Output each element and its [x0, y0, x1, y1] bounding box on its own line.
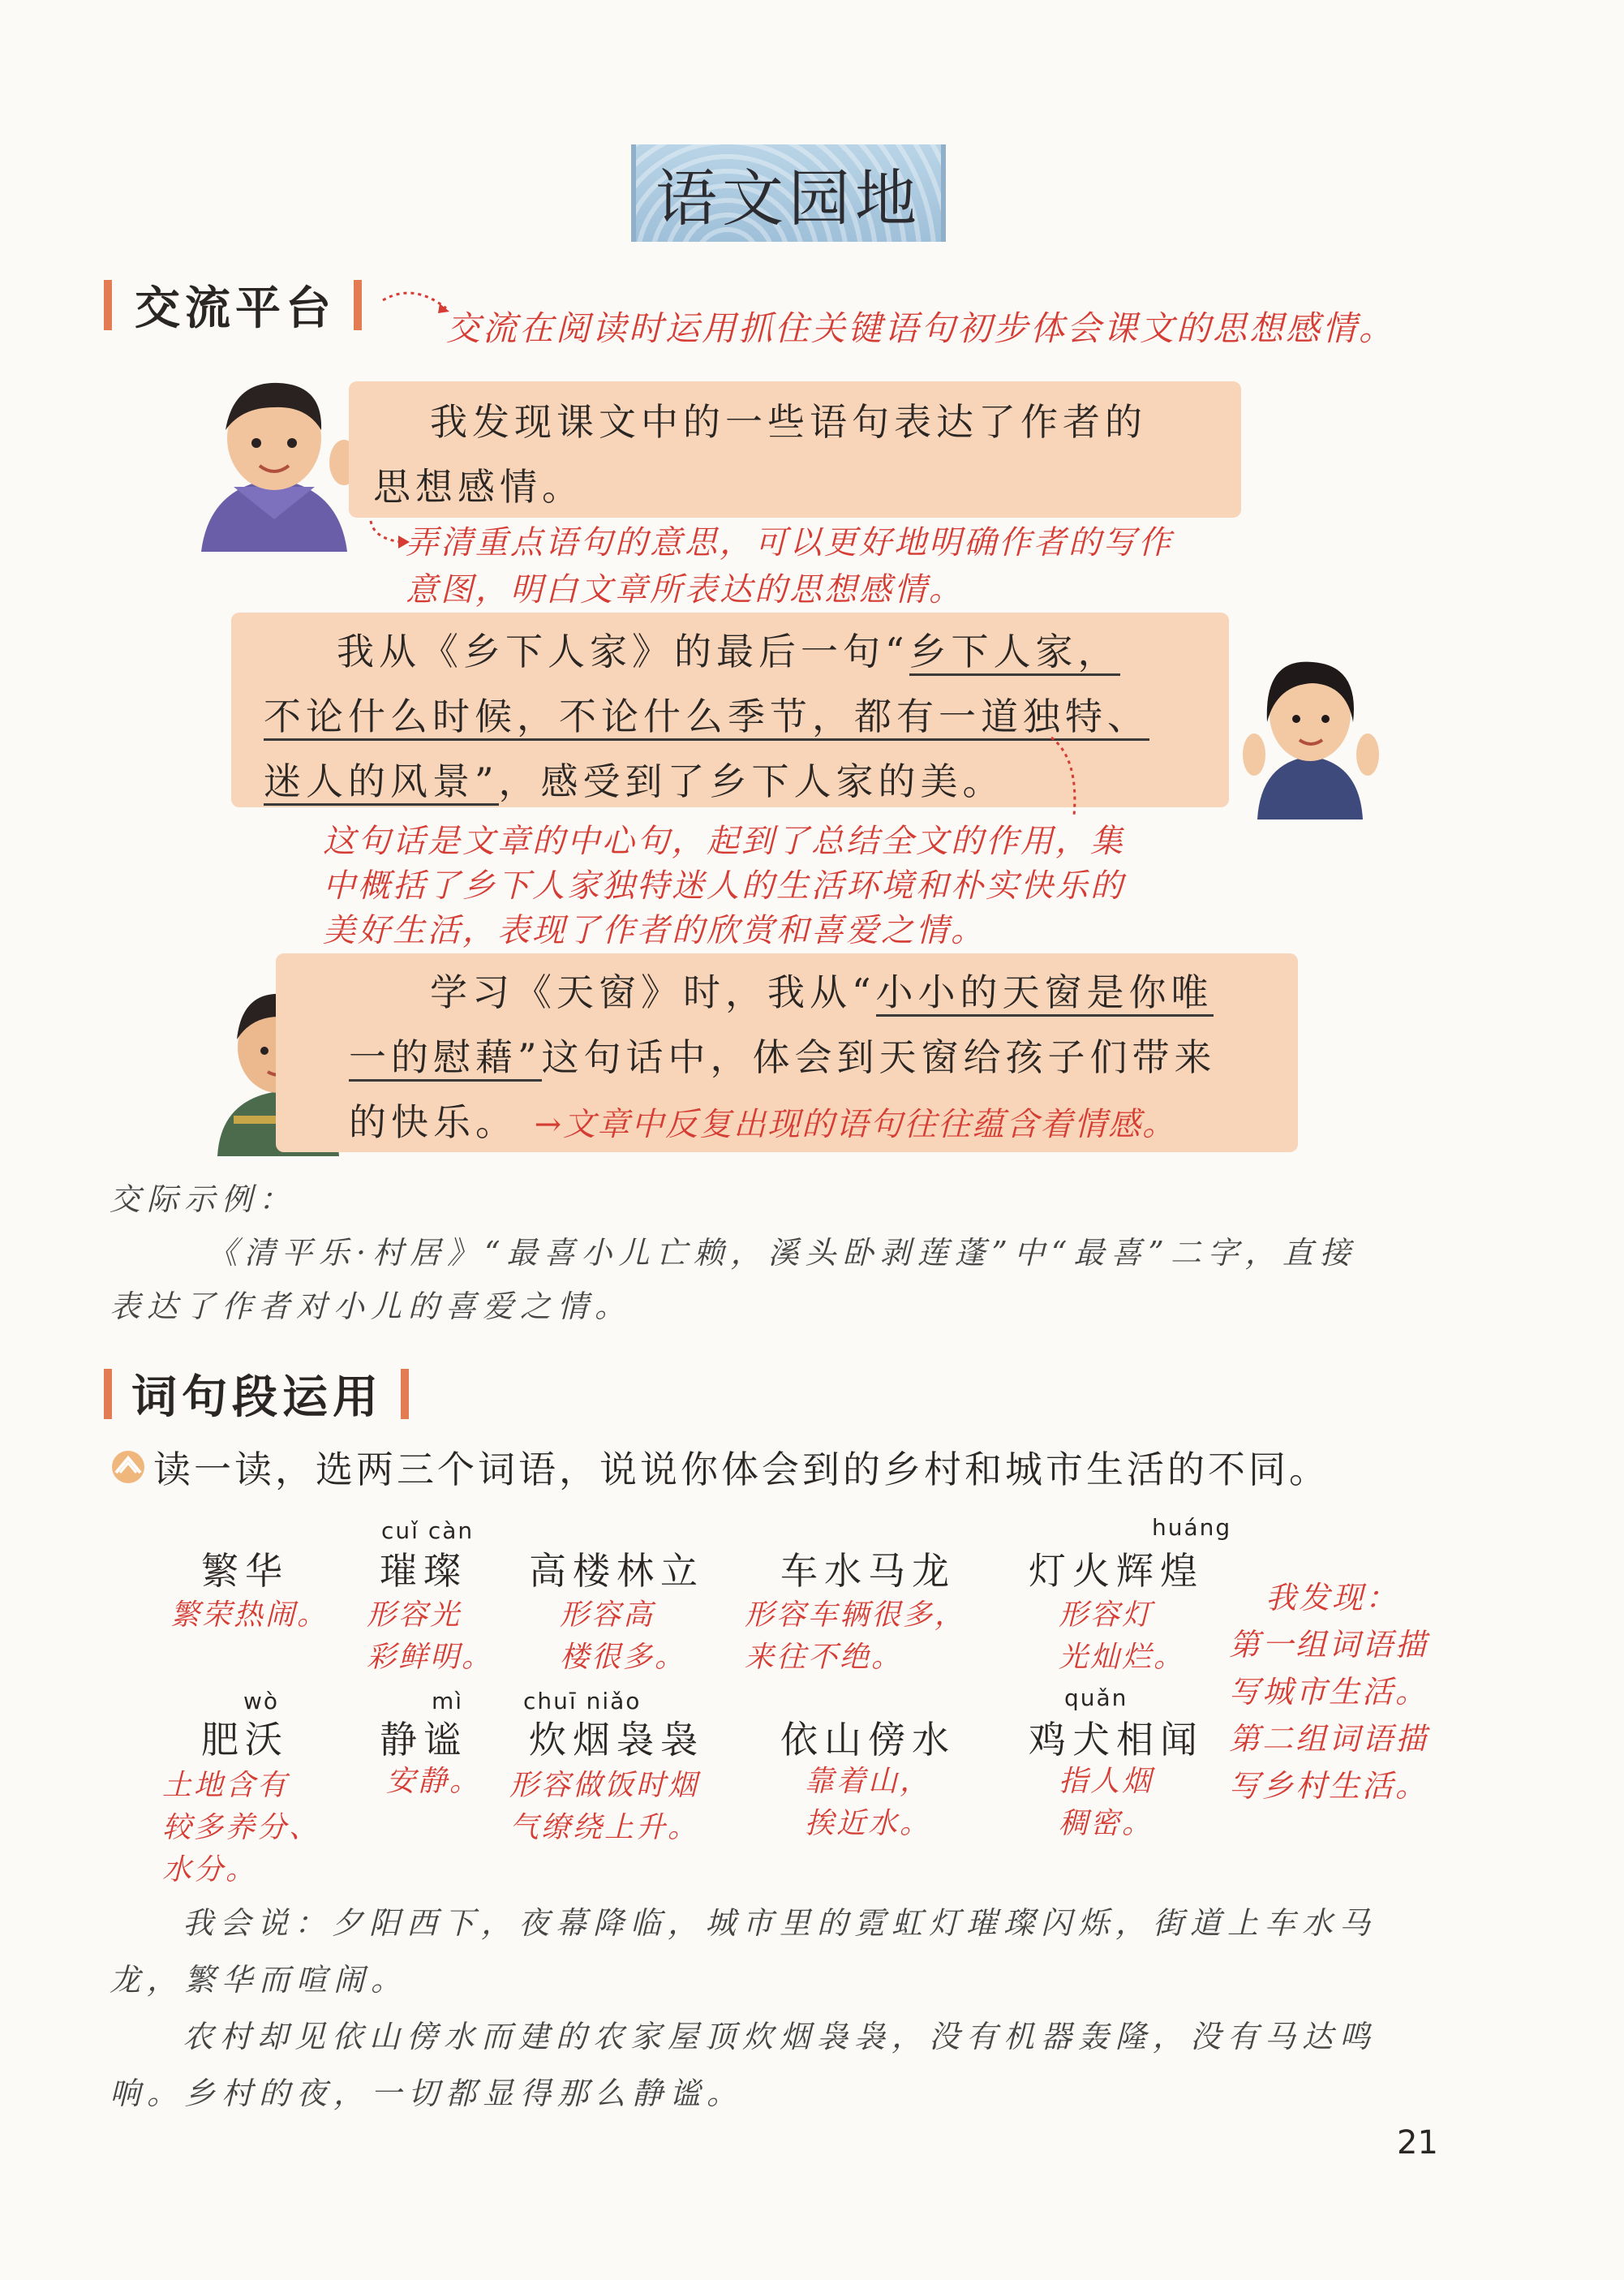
discovery-line: 第一组词语描	[1229, 1627, 1429, 1663]
heading-bar-right	[354, 280, 362, 330]
speech-bubble-3	[276, 953, 1298, 1152]
note-line: 彩鲜明。	[367, 1641, 494, 1674]
heading-bar-right	[401, 1369, 409, 1419]
page-title: 语文园地	[631, 144, 946, 242]
word-fanhua: 繁华	[201, 1549, 289, 1593]
speech-line3: 农村却见依山傍水而建的农家屋顶炊烟袅袅，没有机器轰隆，没有马达鸣	[183, 2019, 1377, 2054]
note1-line1: 弄清重点语句的意思，可以更好地明确作者的写作	[406, 524, 1173, 561]
word-note	[170, 1594, 329, 1637]
word-cuican: 璀璨	[380, 1549, 467, 1593]
word-denghuohuihuang: 灯火辉煌	[1029, 1549, 1204, 1593]
note1-line2: 意图，明白文章所表达的思想感情。	[406, 571, 964, 609]
instruction-text: 读一读，选两三个词语，说说你体会到的乡村和城市生活的不同。	[153, 1448, 1330, 1491]
bubble1-line1: 我发现课文中的一些语句表达了作者的	[430, 400, 1147, 444]
section-heading-exchange	[104, 274, 362, 336]
discovery-note	[1229, 1574, 1429, 1809]
discovery-label: 我发现：	[1265, 1580, 1399, 1615]
section1-side-note: 交流在阅读时运用抓住关键语句初步体会课文的思想感情。	[446, 308, 1396, 348]
girl-avatar	[1241, 633, 1379, 820]
bubble3-line3: 的快乐。	[349, 1100, 518, 1144]
note-line: 形容车辆很多，	[745, 1598, 967, 1632]
note2-line3: 美好生活，表现了作者的欣赏和喜爱之情。	[323, 912, 986, 949]
dotted-arrow-icon	[1046, 734, 1095, 824]
word-note	[805, 1761, 931, 1845]
speech-paragraph	[110, 1895, 1489, 2122]
note-line: 来往不绝。	[745, 1641, 904, 1674]
bubble2-prefix: 我从《乡下人家》的最后一句“	[337, 630, 909, 673]
note-line: 挨近水。	[805, 1807, 932, 1840]
note-1	[406, 519, 1173, 613]
note-line: 水分。	[162, 1853, 258, 1886]
bubble3-prefix: 学习《天窗》时，我从“	[430, 970, 876, 1014]
bubble1-line2: 思想感情。	[373, 465, 584, 509]
word-note	[1059, 1594, 1185, 1679]
note-line: 楼很多。	[560, 1641, 687, 1674]
example-line1: 《清平乐·村居》“最喜小儿亡赖，溪头卧剥莲蓬”中“最喜”二字，直接	[207, 1235, 1357, 1271]
note-line: 土地含有	[162, 1769, 290, 1802]
note-line: 稠密。	[1059, 1807, 1154, 1840]
note-line: 气缭绕上升。	[509, 1811, 700, 1844]
speech-line1: 我会说：夕阳西下，夜幕降临，城市里的霓虹灯璀璨闪烁，街道上车水马	[183, 1905, 1377, 1941]
instruction-row	[110, 1440, 1330, 1494]
speech-line2: 龙，繁华而喧闹。	[110, 1962, 409, 1998]
word-note	[1059, 1761, 1154, 1845]
reading-icon	[110, 1448, 147, 1486]
bubble2-underline-1: 乡下人家，	[909, 630, 1120, 676]
exchange-example	[110, 1172, 1472, 1333]
note2-line2: 中概括了乡下人家独特迷人的生活环境和朴实快乐的	[323, 867, 1125, 905]
bubble3-inline-note-text: 文章中反复出现的语句往往蕴含着情感。	[563, 1106, 1177, 1143]
heading-bar-left	[104, 280, 112, 330]
word-note	[745, 1594, 966, 1679]
bubble2-underline-2: 不论什么时候，不论什么季节，都有一道独特、	[264, 695, 1149, 741]
boy-avatar-1	[185, 365, 363, 552]
bubble3-underline-1: 小小的天窗是你唯	[876, 970, 1214, 1017]
section-heading-words	[104, 1363, 409, 1425]
note-line: 形容做饭时烟	[509, 1769, 700, 1802]
note-line: 靠着山，	[805, 1765, 932, 1798]
note-line: 形容高	[560, 1598, 655, 1632]
note-line: 指人烟	[1059, 1765, 1154, 1798]
note-line: 光灿烂。	[1059, 1641, 1186, 1674]
bubble3-underline-2: 一的慰藉”	[349, 1035, 542, 1082]
word-note	[386, 1761, 481, 1803]
pinyin: mì	[432, 1688, 464, 1714]
example-line2: 表达了作者对小儿的喜爱之情。	[110, 1288, 633, 1324]
note-2	[323, 820, 1125, 953]
note-line: 较多养分、	[162, 1811, 321, 1844]
note-line: 繁荣热闹。	[170, 1598, 329, 1632]
pinyin: wò	[243, 1688, 280, 1714]
word-note	[367, 1594, 493, 1679]
bubble2-suffix: ，感受到了乡下人家的美。	[498, 759, 1005, 803]
word-gaoloulinli: 高楼林立	[529, 1549, 704, 1593]
speech-bubble-1	[349, 381, 1241, 518]
pinyin: huáng	[1152, 1514, 1232, 1541]
word-jingmi: 静谧	[380, 1718, 467, 1762]
word-note	[560, 1594, 686, 1679]
word-chuiyanniaoniao: 炊烟袅袅	[529, 1718, 704, 1762]
pinyin: quǎn	[1064, 1684, 1128, 1711]
example-label: 交际示例：	[110, 1181, 297, 1217]
bubble3-middle: 这句话中，体会到天窗给孩子们带来	[541, 1035, 1217, 1079]
note-line: 形容灯	[1059, 1598, 1154, 1632]
page-number: 21	[1397, 2124, 1438, 2162]
bubble2-underline-3: 迷人的风景”	[264, 759, 499, 806]
bubble3-inline-note: →文章中反复出现的语句往往蕴含着情感。	[534, 1106, 1177, 1143]
discovery-line: 第二组词语描	[1229, 1721, 1429, 1757]
section-heading-text: 交流平台	[135, 282, 336, 335]
note-line: 安静。	[386, 1765, 482, 1798]
section-heading-text: 词句段运用	[131, 1371, 383, 1424]
discovery-line: 写乡村生活。	[1229, 1768, 1429, 1804]
word-cheshuimalong: 车水马龙	[780, 1549, 956, 1593]
note-line: 形容光	[367, 1598, 462, 1632]
word-jiquanxiangwen: 鸡犬相闻	[1029, 1718, 1204, 1762]
pinyin: cuǐ càn	[381, 1517, 475, 1544]
pinyin: chuī niǎo	[523, 1688, 642, 1714]
word-yishanbangshui: 依山傍水	[780, 1718, 956, 1762]
word-note	[162, 1765, 320, 1891]
heading-bar-left	[104, 1369, 112, 1419]
word-note	[509, 1765, 699, 1849]
discovery-line: 写城市生活。	[1229, 1674, 1429, 1710]
speech-line4: 响。乡村的夜，一切都显得那么静谧。	[110, 2076, 745, 2111]
word-feiwo: 肥沃	[201, 1718, 289, 1762]
note2-line1: 这句话是文章的中心句，起到了总结全文的作用，集	[323, 823, 1125, 860]
